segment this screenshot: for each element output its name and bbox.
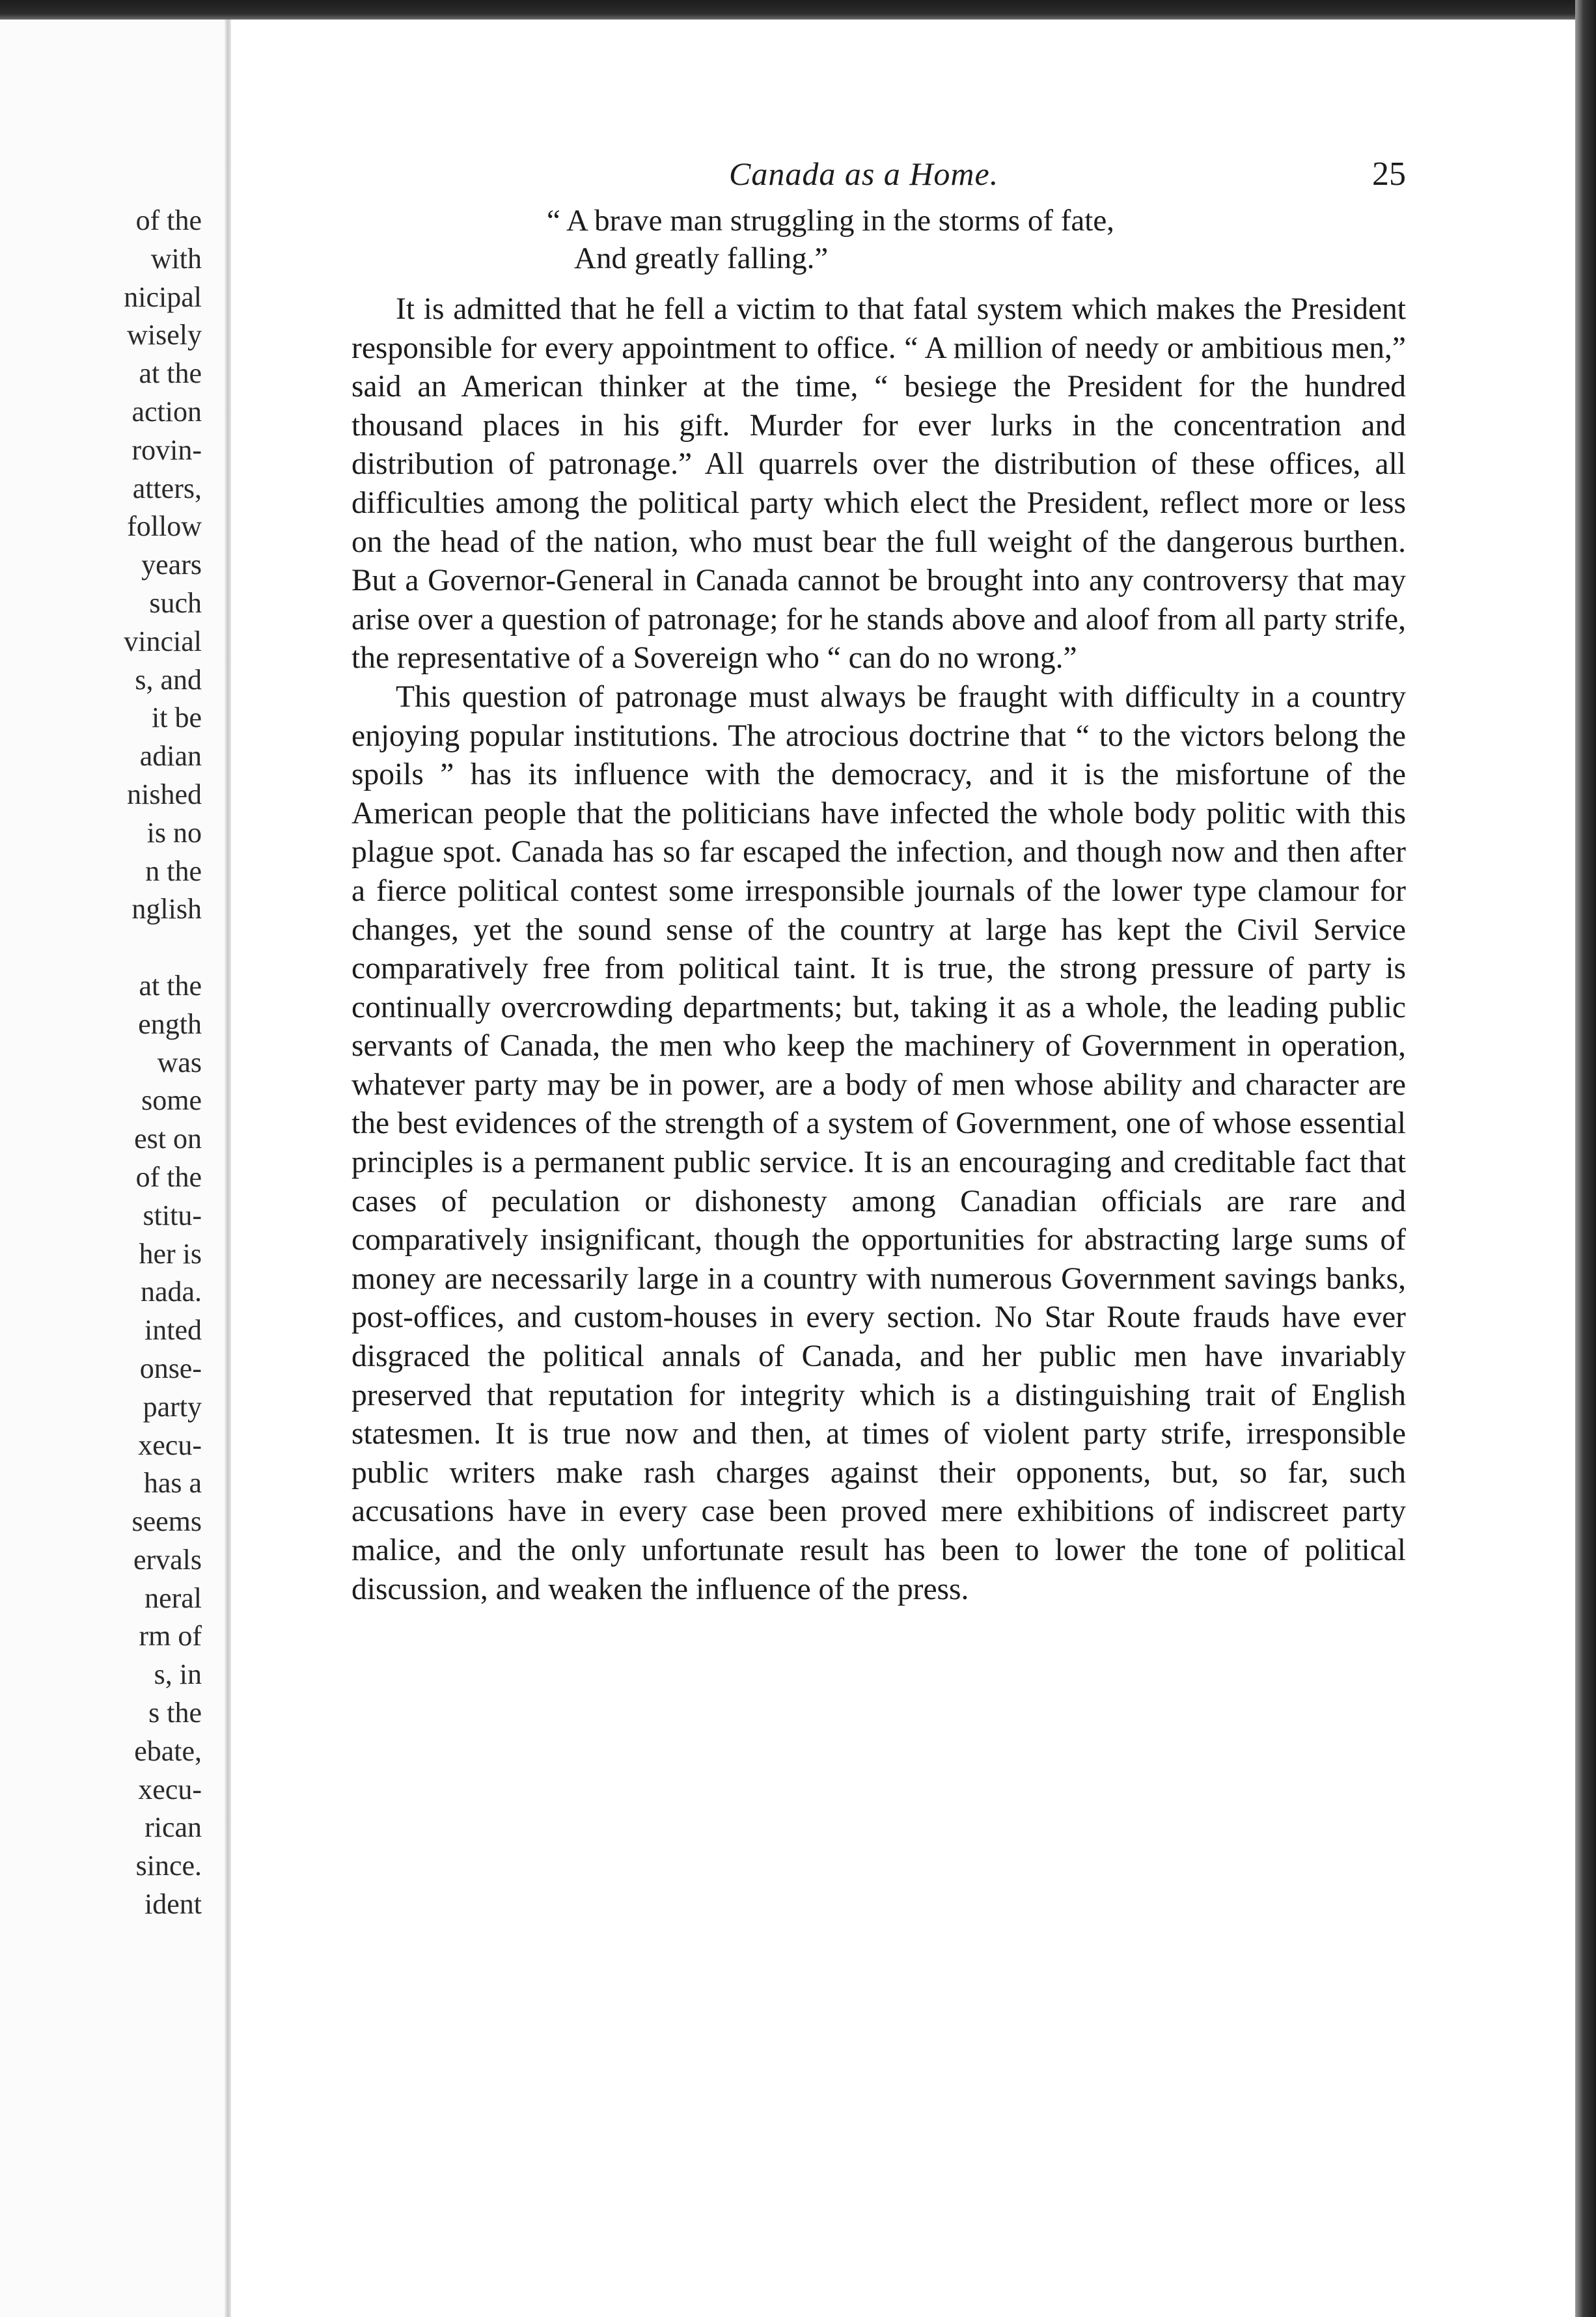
facing-page-gap <box>0 929 221 967</box>
facing-page-fragment: such <box>149 586 202 619</box>
epigraph-line-2: And greatly falling.” <box>574 241 829 275</box>
facing-page-fragment: at the <box>139 969 202 1002</box>
facing-page-fragment: rm of <box>139 1620 202 1652</box>
facing-page-fragment: ident <box>144 1888 202 1921</box>
facing-page-fragment: has a <box>143 1467 202 1500</box>
facing-page-fragment: inted <box>144 1314 202 1347</box>
facing-page-fragment: of the <box>135 1160 202 1193</box>
facing-page-edge <box>0 20 225 2317</box>
facing-page-fragment: rovin- <box>131 433 202 466</box>
facing-page-fragment: since. <box>135 1850 202 1882</box>
facing-page-fragment: atters, <box>132 472 202 504</box>
facing-page-fragment: n the <box>145 855 202 887</box>
epigraph-line-1: “ A brave man struggling in the storms of fate, <box>547 204 1114 238</box>
facing-page-fragment: s, and <box>135 663 202 696</box>
facing-page-fragment: wisely <box>127 319 202 351</box>
page-header <box>351 143 1406 195</box>
facing-page-fragment: seems <box>131 1505 202 1538</box>
facing-page-fragment: vincial <box>124 625 202 657</box>
facing-page-fragment: follow <box>127 510 202 543</box>
facing-page-fragment: party <box>143 1390 202 1423</box>
facing-page-fragment: nglish <box>131 893 202 925</box>
facing-page-fragment: with <box>150 242 202 275</box>
facing-page-fragment: xecu- <box>138 1429 202 1461</box>
facing-page-fragment: rican <box>144 1811 202 1844</box>
body-paragraph-1: It is admitted that he fell a victim to that fatal system which makes the President responsible for every appointment to office. “ A million of needy or ambitious men,” said an American thinker at the time, “ besiege the President for the hundred thousand places in his gift. Murder for ever lurks in the concentration and distribution of patronage.” All quarrels over the distribution of these offices, all difficulties among the political party which elect the President, reflect more or less on the head of the nation, who must bear the full weight of the dangerous burthen. But a Governor-General in Canada cannot be brought into any controversy that may arise over a question of patronage; for he stands above and aloof from all party strife, the representative of a Sovereign who “ can do no wrong.” <box>351 292 1406 676</box>
facing-page-fragment: ebate, <box>134 1734 202 1767</box>
page-gutter <box>225 20 231 2317</box>
facing-page-fragment: ength <box>138 1008 202 1040</box>
facing-page-fragment: some <box>141 1084 202 1117</box>
facing-page-fragment: of the <box>135 204 202 236</box>
facing-page-fragment: ervals <box>133 1543 202 1576</box>
facing-page-fragment: years <box>141 549 202 581</box>
facing-page-fragment: s, in <box>154 1658 202 1691</box>
facing-page-fragment: was <box>157 1046 202 1078</box>
facing-page-fragment: it be <box>152 702 202 734</box>
facing-page-fragment: adian <box>139 740 202 773</box>
facing-page-fragment: nada. <box>140 1276 202 1308</box>
facing-page-fragment: neral <box>144 1582 202 1614</box>
facing-page-fragment: est on <box>134 1123 202 1155</box>
running-head: Canada as a Home. <box>729 156 999 192</box>
facing-page-fragment: is no <box>146 816 202 849</box>
facing-page-text <box>0 202 221 1924</box>
facing-page-fragment: nicipal <box>124 281 202 313</box>
facing-page-fragment: at the <box>139 357 202 390</box>
scan-right-border <box>1575 0 1596 2317</box>
page-number: 25 <box>1372 156 1406 193</box>
facing-page-fragment: onse- <box>139 1352 202 1384</box>
facing-page-fragment: action <box>131 395 202 428</box>
facing-page-fragment: her is <box>139 1237 202 1270</box>
facing-page-fragment: nished <box>127 778 202 810</box>
page-content <box>351 143 1406 1609</box>
epigraph <box>351 202 1406 277</box>
scan-top-border <box>0 0 1596 20</box>
facing-page-fragment: stitu- <box>143 1199 202 1231</box>
facing-page-fragment: s the <box>148 1697 202 1729</box>
facing-page-fragment: xecu- <box>138 1773 202 1805</box>
body-paragraph-2: This question of patronage must always be fraught with difficulty in a country enjoying popular institutions. The atrocious doctrine that “ to the victors belong the spoils ” has its influence with the democracy, and it is the misfortune of the American people that the politicians have infected the whole body politic with this plague spot. Canada has so far escaped the infection, and though now and then after a fierce political contest some irresponsible journals of the lower type clamour for changes, yet the sound sense of the country at large has kept the Civil Service comparatively free from political taint. It is true, the strong pressure of party is continually overcrowding departments; but, taking it as a whole, the leading public servants of Canada, the men who keep the machinery of Government in operation, whatever party may be in power, are a body of men whose ability and character are the best evidences of the strength of a system of Government, one of whose essential principles is a permanent public service. It is an encouraging and creditable fact that cases of peculation or dishonesty among Canadian officials are rare and comparatively insignificant, though the opportunities for abstracting large sums of money are necessarily large in a country with numerous Government savings banks, post-offices, and custom-houses in every section. No Star Route frauds have ever disgraced the political annals of Canada, and her public men have invariably preserved that reputation for integrity which is a distinguishing trait of English statesmen. It is true now and then, at times of violent party strife, irresponsible public writers make rash charges against their opponents, but, so far, such accusations have in every case been proved mere exhibitions of indiscreet party malice, and the only unfortunate result has been to lower the tone of political discussion, and weaken the influence of the press. <box>351 679 1406 1606</box>
